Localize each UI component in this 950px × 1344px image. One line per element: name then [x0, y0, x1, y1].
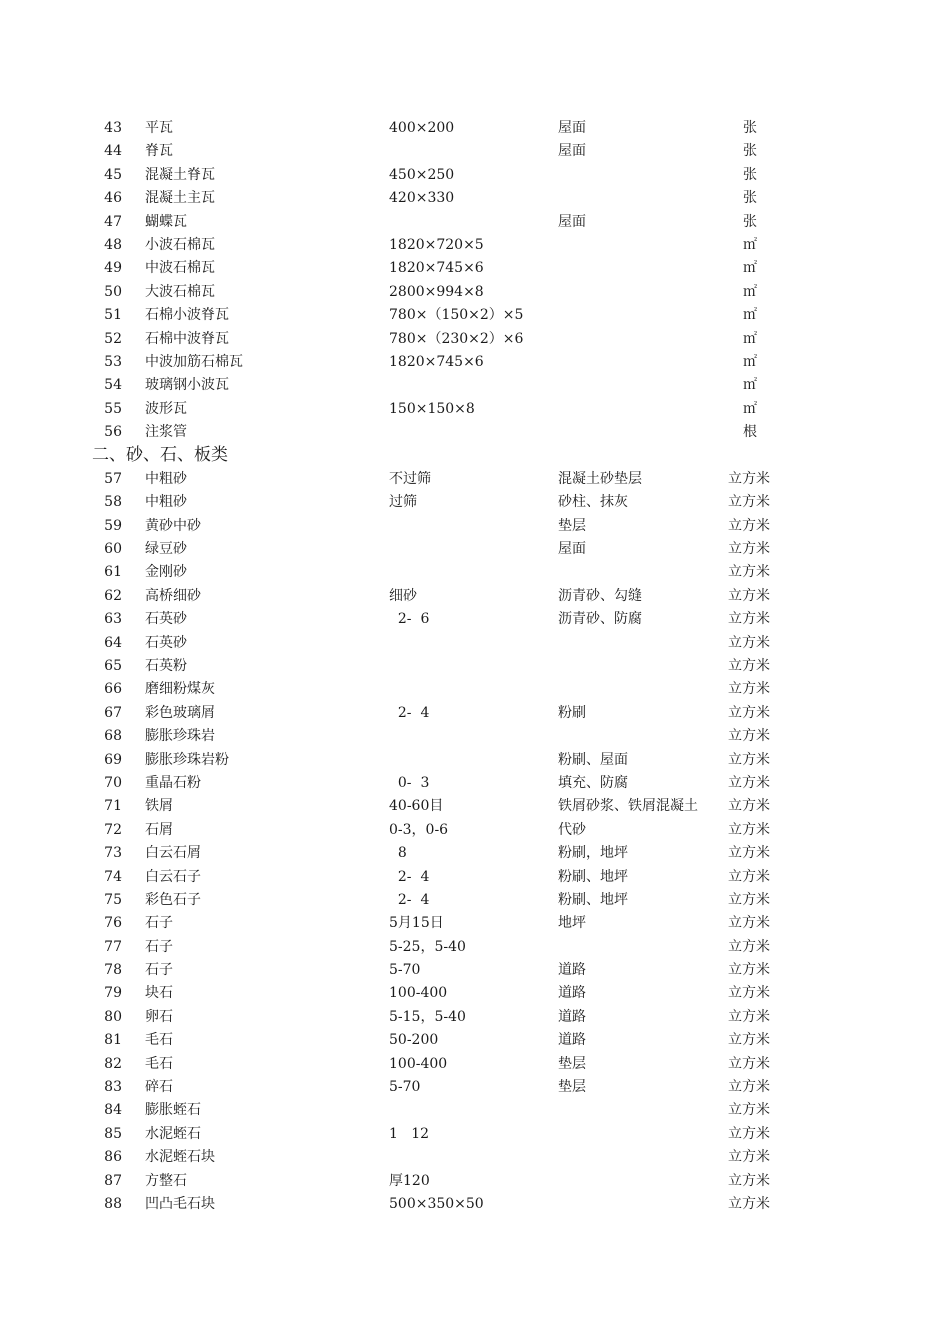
table-row — [0, 632, 950, 655]
table-row — [0, 1006, 950, 1029]
row-number: 77 — [104, 938, 122, 955]
material-spec: 0- 3 — [389, 774, 430, 791]
material-unit: 张 — [743, 120, 757, 136]
material-spec: 100-400 — [389, 1055, 448, 1072]
material-name: 膨胀珍珠岩粉 — [145, 751, 229, 768]
row-number: 76 — [104, 915, 122, 932]
row-number: 88 — [104, 1195, 122, 1212]
material-unit: 立方米 — [728, 657, 770, 674]
material-unit: 立方米 — [728, 891, 770, 908]
table-row — [0, 304, 950, 327]
material-usage: 粉刷、地坪 — [558, 868, 628, 885]
material-unit: 立方米 — [728, 845, 770, 862]
material-unit: 立方米 — [728, 821, 770, 838]
row-number: 61 — [104, 564, 122, 581]
material-usage: 地坪 — [558, 915, 586, 932]
material-usage: 屋面 — [558, 213, 586, 230]
material-name: 白云石子 — [145, 868, 201, 885]
table-row — [0, 421, 950, 444]
material-usage: 沥青砂、勾缝 — [558, 587, 642, 604]
material-name: 石棉中波脊瓦 — [145, 330, 229, 347]
material-spec: 420×330 — [389, 190, 455, 207]
row-number: 78 — [104, 962, 122, 979]
material-unit: ㎡ — [743, 236, 757, 253]
material-usage: 道路 — [558, 985, 586, 1002]
material-name: 卵石 — [145, 1008, 173, 1025]
material-usage: 垫层 — [558, 1055, 586, 1072]
table-row — [0, 351, 950, 374]
table-row — [0, 187, 950, 210]
material-unit: 立方米 — [728, 1195, 770, 1212]
table-row — [0, 117, 950, 140]
section-title: 二、砂、石、板类 — [92, 445, 228, 466]
row-number: 68 — [104, 728, 122, 745]
row-number: 85 — [104, 1125, 122, 1142]
row-number: 43 — [104, 120, 122, 136]
material-name: 毛石 — [145, 1055, 173, 1072]
material-unit: 立方米 — [728, 915, 770, 932]
material-usage: 屋面 — [558, 120, 586, 136]
row-number: 47 — [104, 213, 122, 230]
material-name: 白云石屑 — [145, 845, 201, 862]
table-row — [0, 1146, 950, 1169]
material-unit: 立方米 — [728, 1055, 770, 1072]
material-unit: ㎡ — [743, 353, 757, 370]
material-usage: 屋面 — [558, 143, 586, 160]
material-unit: 张 — [743, 190, 757, 207]
material-usage: 粉刷 — [558, 704, 586, 721]
row-number: 67 — [104, 704, 122, 721]
material-usage: 屋面 — [558, 541, 586, 558]
material-usage: 道路 — [558, 962, 586, 979]
material-spec: 1 12 — [389, 1125, 430, 1142]
row-number: 58 — [104, 494, 122, 511]
row-number: 75 — [104, 891, 122, 908]
row-number: 80 — [104, 1008, 122, 1025]
material-unit: 立方米 — [728, 1008, 770, 1025]
material-unit: 立方米 — [728, 938, 770, 955]
row-number: 46 — [104, 190, 122, 207]
material-name: 玻璃钢小波瓦 — [145, 377, 229, 394]
material-spec: 5-15，5-40 — [389, 1008, 466, 1025]
row-number: 48 — [104, 236, 122, 253]
material-name: 平瓦 — [145, 120, 173, 136]
table-row — [0, 866, 950, 889]
table-row — [0, 655, 950, 678]
material-usage: 混凝土砂垫层 — [558, 470, 642, 487]
material-unit: 立方米 — [728, 1172, 770, 1189]
table-row — [0, 1123, 950, 1146]
material-unit: ㎡ — [743, 330, 757, 347]
material-spec: 400×200 — [389, 120, 455, 136]
table-body-before — [0, 117, 950, 444]
material-name: 中波加筋石棉瓦 — [145, 353, 243, 370]
section-heading — [0, 444, 950, 467]
table-row — [0, 842, 950, 865]
material-usage: 粉刷、地坪 — [558, 891, 628, 908]
row-number: 63 — [104, 611, 122, 628]
row-number: 73 — [104, 845, 122, 862]
material-usage: 粉刷、屋面 — [558, 751, 628, 768]
table-row — [0, 1053, 950, 1076]
material-name: 石英粉 — [145, 657, 187, 674]
row-number: 69 — [104, 751, 122, 768]
material-name: 脊瓦 — [145, 143, 173, 160]
material-unit: 立方米 — [728, 517, 770, 534]
table-row — [0, 398, 950, 421]
material-spec: 100-400 — [389, 985, 448, 1002]
material-spec: 2- 4 — [389, 891, 430, 908]
material-unit: 立方米 — [728, 774, 770, 791]
material-unit: 立方米 — [728, 1149, 770, 1166]
material-name: 石子 — [145, 962, 173, 979]
row-number: 49 — [104, 260, 122, 277]
table-row — [0, 164, 950, 187]
material-name: 块石 — [145, 985, 173, 1002]
material-unit: 立方米 — [728, 751, 770, 768]
material-spec: 500×350×50 — [389, 1195, 484, 1212]
table-row — [0, 1029, 950, 1052]
material-spec: 1820×720×5 — [389, 236, 484, 253]
material-spec: 5月15日 — [389, 915, 444, 932]
material-name: 蝴蝶瓦 — [145, 213, 187, 230]
material-name: 彩色玻璃屑 — [145, 704, 215, 721]
table-row — [0, 328, 950, 351]
row-number: 71 — [104, 798, 122, 815]
table-row — [0, 561, 950, 584]
table-row — [0, 702, 950, 725]
row-number: 44 — [104, 143, 122, 160]
material-unit: 立方米 — [728, 962, 770, 979]
material-name: 大波石棉瓦 — [145, 283, 215, 300]
table-row — [0, 725, 950, 748]
material-unit: 立方米 — [728, 494, 770, 511]
table-row — [0, 1193, 950, 1216]
row-number: 72 — [104, 821, 122, 838]
material-spec: 40-60目 — [389, 798, 444, 815]
material-unit: 立方米 — [728, 587, 770, 604]
material-unit: ㎡ — [743, 283, 757, 300]
row-number: 62 — [104, 587, 122, 604]
material-spec: 2- 4 — [389, 868, 430, 885]
table-row — [0, 585, 950, 608]
material-unit: 立方米 — [728, 985, 770, 1002]
table-row — [0, 819, 950, 842]
row-number: 83 — [104, 1079, 122, 1096]
material-spec: 5-70 — [389, 1079, 421, 1096]
table-row — [0, 772, 950, 795]
material-name: 膨胀蛭石 — [145, 1102, 201, 1119]
table-row — [0, 608, 950, 631]
material-name: 中粗砂 — [145, 470, 187, 487]
material-unit: 立方米 — [728, 704, 770, 721]
material-unit: 张 — [743, 213, 757, 230]
material-name: 凹凸毛石块 — [145, 1195, 215, 1212]
material-table — [0, 117, 950, 1216]
material-name: 彩色石子 — [145, 891, 201, 908]
material-name: 水泥蛭石 — [145, 1125, 201, 1142]
material-unit: 立方米 — [728, 1032, 770, 1049]
table-row — [0, 281, 950, 304]
table-row — [0, 538, 950, 561]
material-spec: 5-70 — [389, 962, 421, 979]
material-spec: 5-25，5-40 — [389, 938, 466, 955]
table-row — [0, 678, 950, 701]
material-name: 磨细粉煤灰 — [145, 681, 215, 698]
material-name: 黄砂中砂 — [145, 517, 201, 534]
material-name: 中粗砂 — [145, 494, 187, 511]
material-name: 石英砂 — [145, 611, 187, 628]
material-unit: 根 — [743, 424, 757, 441]
material-spec: 150×150×8 — [389, 400, 475, 417]
material-name: 中波石棉瓦 — [145, 260, 215, 277]
material-spec: 不过筛 — [389, 470, 431, 487]
material-usage: 代砂 — [558, 821, 586, 838]
material-spec: 780×（230×2）×6 — [389, 330, 524, 347]
table-row — [0, 234, 950, 257]
material-unit: 张 — [743, 143, 757, 160]
table-row — [0, 749, 950, 772]
table-row — [0, 982, 950, 1005]
material-usage: 道路 — [558, 1008, 586, 1025]
material-usage: 铁屑砂浆、铁屑混凝土 — [558, 798, 698, 815]
table-row — [0, 1170, 950, 1193]
row-number: 53 — [104, 353, 122, 370]
row-number: 82 — [104, 1055, 122, 1072]
material-unit: 立方米 — [728, 470, 770, 487]
table-row — [0, 140, 950, 163]
table-row — [0, 936, 950, 959]
material-spec: 厚120 — [389, 1172, 430, 1189]
row-number: 64 — [104, 634, 122, 651]
material-spec: 2- 6 — [389, 611, 430, 628]
table-row — [0, 795, 950, 818]
row-number: 57 — [104, 470, 122, 487]
material-usage: 沥青砂、防腐 — [558, 611, 642, 628]
row-number: 51 — [104, 307, 122, 324]
material-spec: 780×（150×2）×5 — [389, 307, 524, 324]
material-spec: 2800×994×8 — [389, 283, 484, 300]
material-unit: 立方米 — [728, 798, 770, 815]
material-name: 铁屑 — [145, 798, 173, 815]
material-unit: ㎡ — [743, 377, 757, 394]
material-usage: 垫层 — [558, 517, 586, 534]
row-number: 54 — [104, 377, 122, 394]
table-row — [0, 257, 950, 280]
material-unit: ㎡ — [743, 260, 757, 277]
material-name: 波形瓦 — [145, 400, 187, 417]
row-number: 52 — [104, 330, 122, 347]
row-number: 56 — [104, 424, 122, 441]
table-row — [0, 912, 950, 935]
material-spec: 8 — [389, 845, 407, 862]
row-number: 87 — [104, 1172, 122, 1189]
row-number: 59 — [104, 517, 122, 534]
material-name: 膨胀珍珠岩 — [145, 728, 215, 745]
material-spec: 450×250 — [389, 166, 455, 183]
material-name: 石子 — [145, 915, 173, 932]
material-name: 毛石 — [145, 1032, 173, 1049]
material-spec: 1820×745×6 — [389, 353, 484, 370]
material-usage: 填充、防腐 — [558, 774, 628, 791]
material-name: 水泥蛭石块 — [145, 1149, 215, 1166]
row-number: 70 — [104, 774, 122, 791]
material-spec: 1820×745×6 — [389, 260, 484, 277]
row-number: 74 — [104, 868, 122, 885]
material-name: 重晶石粉 — [145, 774, 201, 791]
material-name: 石棉小波脊瓦 — [145, 307, 229, 324]
row-number: 81 — [104, 1032, 122, 1049]
material-name: 方整石 — [145, 1172, 187, 1189]
material-name: 石屑 — [145, 821, 173, 838]
material-spec: 2- 4 — [389, 704, 430, 721]
row-number: 66 — [104, 681, 122, 698]
table-row — [0, 959, 950, 982]
material-name: 石子 — [145, 938, 173, 955]
material-unit: 立方米 — [728, 728, 770, 745]
material-spec: 过筛 — [389, 494, 417, 511]
material-name: 注浆管 — [145, 424, 187, 441]
table-body-after — [0, 468, 950, 1217]
table-row — [0, 1076, 950, 1099]
table-row — [0, 211, 950, 234]
material-usage: 粉刷，地坪 — [558, 845, 628, 862]
table-row — [0, 889, 950, 912]
row-number: 50 — [104, 283, 122, 300]
material-name: 石英砂 — [145, 634, 187, 651]
row-number: 45 — [104, 166, 122, 183]
table-row — [0, 515, 950, 538]
material-unit: ㎡ — [743, 400, 757, 417]
material-unit: 立方米 — [728, 1125, 770, 1142]
material-name: 绿豆砂 — [145, 541, 187, 558]
row-number: 55 — [104, 400, 122, 417]
material-unit: 立方米 — [728, 681, 770, 698]
table-row — [0, 1099, 950, 1122]
row-number: 65 — [104, 657, 122, 674]
material-usage: 垫层 — [558, 1079, 586, 1096]
material-unit: ㎡ — [743, 307, 757, 324]
table-row — [0, 491, 950, 514]
material-name: 金刚砂 — [145, 564, 187, 581]
material-unit: 立方米 — [728, 611, 770, 628]
material-unit: 立方米 — [728, 634, 770, 651]
row-number: 86 — [104, 1149, 122, 1166]
material-unit: 立方米 — [728, 1079, 770, 1096]
material-spec: 细砂 — [389, 587, 417, 604]
material-usage: 道路 — [558, 1032, 586, 1049]
material-unit: 立方米 — [728, 868, 770, 885]
material-unit: 立方米 — [728, 564, 770, 581]
row-number: 60 — [104, 541, 122, 558]
table-row — [0, 468, 950, 491]
material-name: 混凝土脊瓦 — [145, 166, 215, 183]
material-name: 碎石 — [145, 1079, 173, 1096]
row-number: 84 — [104, 1102, 122, 1119]
table-row — [0, 374, 950, 397]
row-number: 79 — [104, 985, 122, 1002]
material-usage: 砂柱、抹灰 — [558, 494, 628, 511]
material-name: 高桥细砂 — [145, 587, 201, 604]
material-spec: 0-3，0-6 — [389, 821, 449, 838]
material-unit: 立方米 — [728, 541, 770, 558]
material-name: 小波石棉瓦 — [145, 236, 215, 253]
material-name: 混凝土主瓦 — [145, 190, 215, 207]
material-unit: 张 — [743, 166, 757, 183]
material-unit: 立方米 — [728, 1102, 770, 1119]
material-spec: 50-200 — [389, 1032, 439, 1049]
